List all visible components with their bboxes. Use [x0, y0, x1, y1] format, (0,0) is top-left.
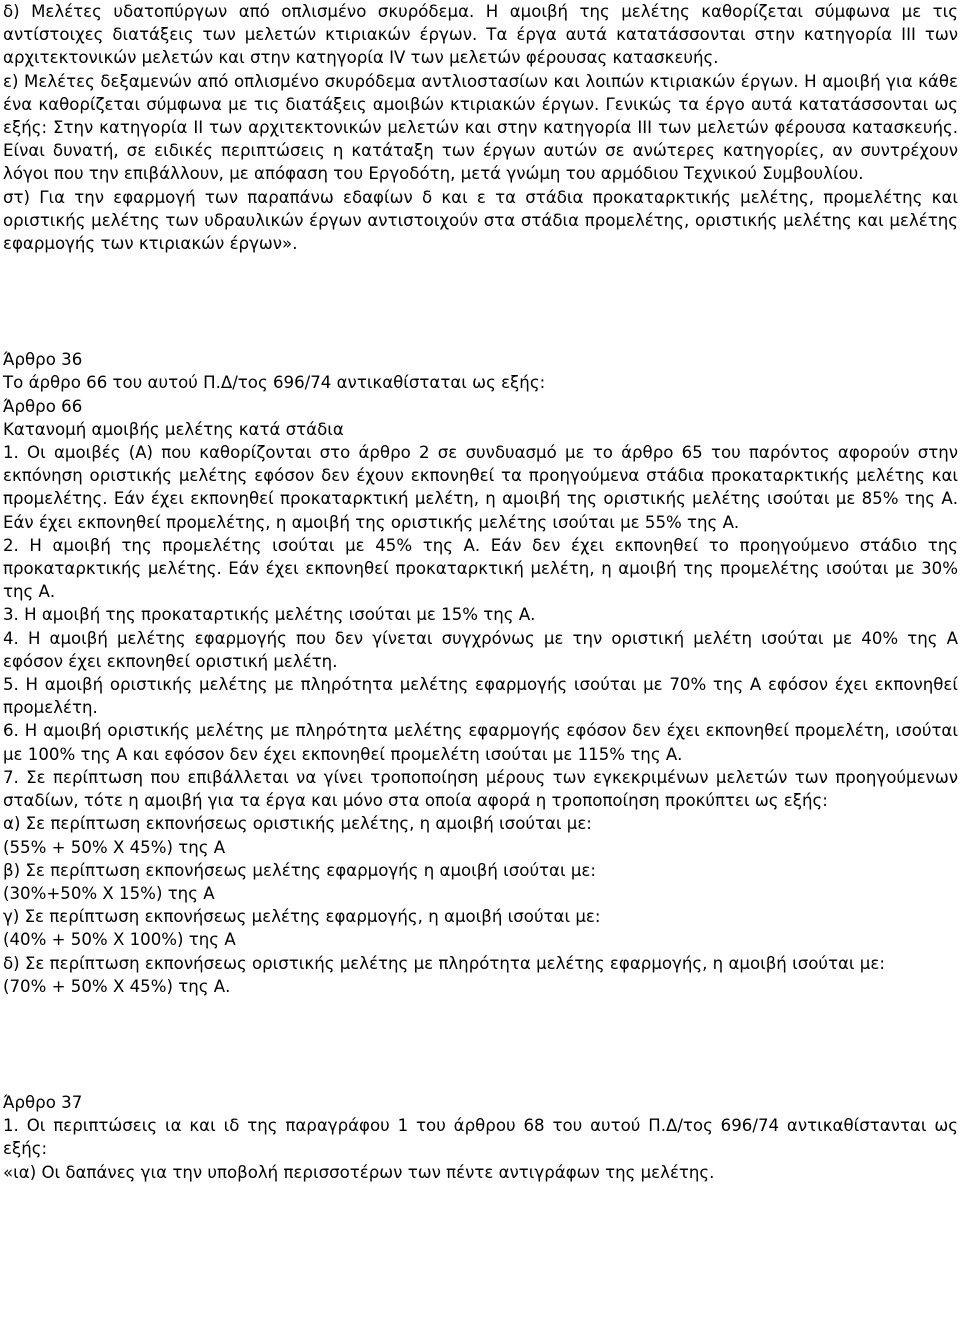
- article-item-1: 1. Οι περιπτώσεις ια και ιδ της παραγράφου 1 του άρθρου 68 του αυτού Π.Δ/τος 696/74 αντικαθίστανται ως εξής:: [3, 1116, 958, 1159]
- sub-article-heading: Άρθρο 66: [3, 396, 83, 416]
- article-item-1: 1. Οι αμοιβές (Α) που καθορίζονται στο άρθρο 2 σε συνδυασμό με το άρθρο 65 του παρόντος αφορούν στην εκπόνηση οριστικής μελέτης εφόσον δεν έχουν εκπονηθεί τα προηγούμενα στάδια προκαταρκτικής μελέτης και προμελέτης. Εάν έχει εκπονηθεί προκαταρκτική μελέτη, η αμοιβή της οριστικής μελέτης ισούται με 85% της Α. Εάν έχει εκπονηθεί προμελέτης, η αμοιβή της οριστικής μελέτης ισούται με 55% της Α.: [3, 443, 958, 532]
- article-item-6: 6. Η αμοιβή οριστικής μελέτης με πληρότητα μελέτης εφαρμογής εφόσον δεν έχει εκπονηθεί προμελέτη, ισούται με 100% της Α και εφόσον δεν έχει εκπονηθεί προμελέτη ισούται με 115% της Α.: [3, 721, 958, 764]
- article-item-2: 2. Η αμοιβή της προμελέτης ισούται με 45% της Α. Εάν δεν έχει εκπονηθεί το προηγούμενο στάδιο της προκαταρκτικής μελέτης. Εάν έχει εκπονηθεί προκαταρκτική μελέτη, η αμοιβή της προμελέτης ισούται με 30% της Α.: [3, 535, 958, 602]
- section-top: [3, 0, 958, 255]
- article-37: [3, 1091, 958, 1184]
- article-item-4: 4. Η αμοιβή μελέτης εφαρμογής που δεν γίνεται συγχρόνως με την οριστική μελέτη ισούται με 40% της Α εφόσον έχει εκπονηθεί οριστική μελέτη.: [3, 628, 958, 671]
- sub-article-title: Κατανομή αμοιβής μελέτης κατά στάδια: [3, 419, 344, 439]
- paragraph-st: στ) Για την εφαρμογή των παραπάνω εδαφίων δ και ε τα στάδια προκαταρκτικής μελέτης, προμελέτης και οριστικής μελέτης των υδραυλικών έργων αντιστοιχούν στα στάδια προμελέτης, οριστικής μελέτης και μελέτης εφαρμογής των κτιριακών έργων».: [3, 187, 958, 254]
- spacer: [3, 998, 958, 1091]
- article-item-7: 7. Σε περίπτωση που επιβάλλεται να γίνει τροποποίηση μέρους των εγκεκριμένων μελετών των προηγούμενων σταδίων, τότε η αμοιβή για τα έργα και μόνο στα οποία αφορά η τροποποίηση προκύπτει ως εξής:: [3, 767, 958, 811]
- article-item-ia: «ια) Οι δαπάνες για την υποβολή περισσοτέρων των πέντε αντιγράφων της μελέτης.: [3, 1162, 715, 1182]
- paragraph-delta: δ) Μελέτες υδατοπύργων από οπλισμένο σκυρόδεμα. Η αμοιβή της μελέτης καθορίζεται σύμφωνα με τις αντίστοιχες διατάξεις των μελετών κτιριακών έργων. Τα έργα αυτά κατατάσσονται στην κατηγορία ΙΙΙ των αρχιτεκτονικών μελετών και στην κατηγορία IV των μελετών φέρουσας κατασκευής.: [3, 2, 958, 68]
- article-item-3: 3. Η αμοιβή της προκαταρτικής μελέτης ισούται με 15% της Α.: [3, 605, 536, 625]
- article-heading: Άρθρο 37: [3, 1092, 83, 1112]
- article-36: [3, 348, 958, 998]
- case-c-formula: (40% + 50% Χ 100%) της Α: [3, 930, 236, 950]
- document-page: [3, 0, 958, 1184]
- article-intro: Το άρθρο 66 του αυτού Π.Δ/τος 696/74 αντικαθίσταται ως εξής:: [3, 373, 546, 393]
- paragraph-epsilon: ε) Μελέτες δεξαμενών από οπλισμένο σκυρόδεμα αντλιοστασίων και λοιπών κτιριακών έργων. Η αμοιβή για κάθε ένα καθορίζεται σύμφωνα με τις διατάξεις αμοιβών κτιριακών έργων. Γενικώς τα έργο αυτά κατατάσσονται ως εξής: Στην κατηγορία ΙΙ των αρχιτεκτονικών μελετών και στην κατηγορία ΙΙΙ των μελετών φέρουσα κατασκευής. Είναι δυνατή, σε ειδικές περιπτώσεις η κατάταξη των έργων αυτών σε ανώτερες κατηγορίες, αν συντρέχουν λόγοι που την επιβάλλουν, με απόφαση του Εργοδότη, μετά γνώμη του αρμόδιου Τεχνικού Συμβουλίου.: [3, 71, 958, 184]
- article-heading: Άρθρο 36: [3, 350, 83, 370]
- case-b: β) Σε περίπτωση εκπονήσεως μελέτης εφαρμογής η αμοιβή ισούται με:: [3, 860, 596, 880]
- case-b-formula: (30%+50% Χ 15%) της Α: [3, 883, 215, 903]
- case-c: γ) Σε περίπτωση εκπονήσεως μελέτης εφαρμογής, η αμοιβή ισούται με:: [3, 907, 601, 927]
- case-d-formula: (70% + 50% Χ 45%) της Α.: [3, 976, 231, 996]
- spacer: [3, 255, 958, 348]
- case-a: α) Σε περίπτωση εκπονήσεως οριστικής μελέτης, η αμοιβή ισούται με:: [3, 814, 592, 834]
- case-a-formula: (55% + 50% Χ 45%) της Α: [3, 837, 226, 857]
- article-item-5: 5. Η αμοιβή οριστικής μελέτης με πληρότητα μελέτης εφαρμογής ισούται με 70% της Α εφόσον έχει εκπονηθεί προμελέτη.: [3, 675, 958, 718]
- case-d: δ) Σε περίπτωση εκπονήσεως οριστικής μελέτης με πληρότητα μελέτης εφαρμογής, η αμοιβή ισούται με:: [3, 953, 885, 973]
